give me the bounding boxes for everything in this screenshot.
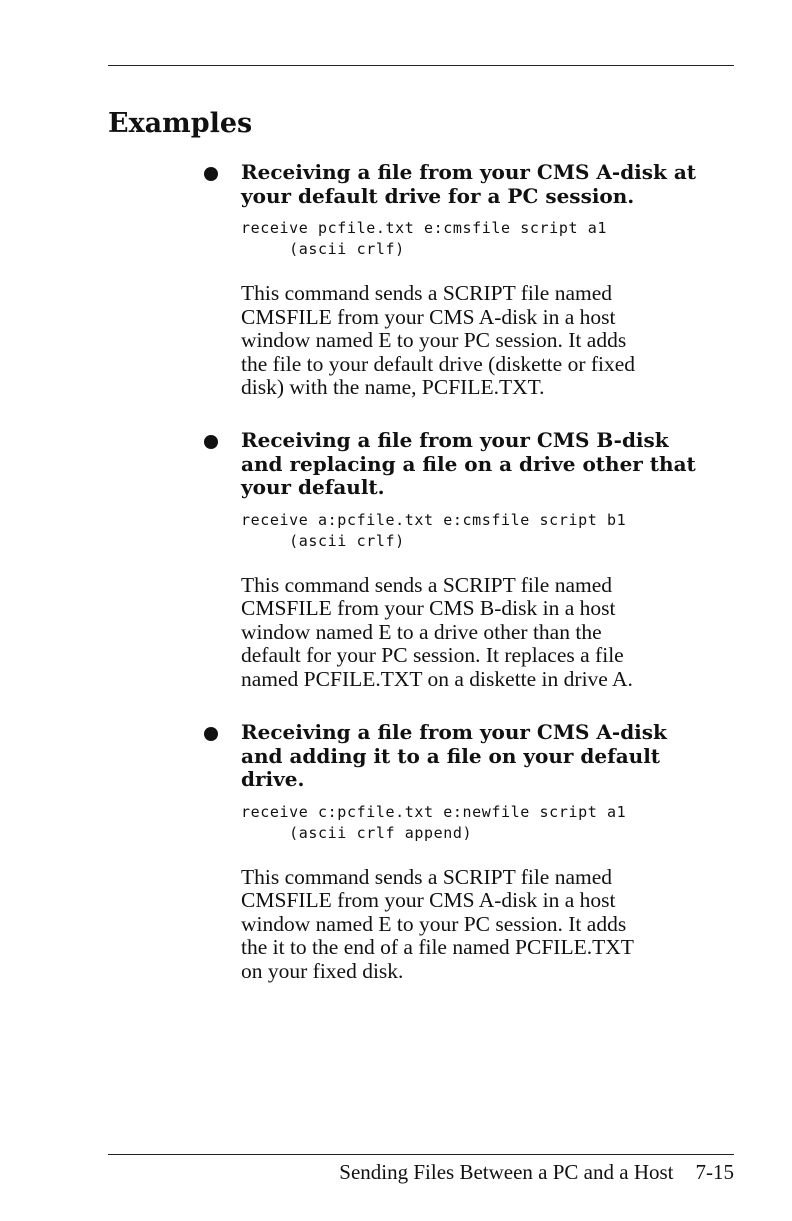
page-footer <box>339 1158 734 1186</box>
example-command: receive pcfile.txt e:cmsfile script a1 (ascii crlf) <box>241 219 607 258</box>
example-title: Receiving a file from your CMS A-disk at your default drive for a PC session. <box>241 160 697 208</box>
bullet-icon <box>204 435 218 449</box>
example-description: This command sends a SCRIPT file named CMSFILE from your CMS A-disk in a host window named E to your PC session. It adds the it to the end of a file named PCFILE.TXT on your fixed disk. <box>241 864 634 983</box>
example-description: This command sends a SCRIPT file named CMSFILE from your CMS B-disk in a host window named E to a drive other than the default for your PC session. It replaces a file named PCFILE.TXT on a diskette in drive A. <box>241 572 633 691</box>
footer-section-title: Sending Files Between a PC and a Host <box>339 1160 674 1184</box>
example-item <box>196 429 741 691</box>
footer-rule <box>108 1154 734 1155</box>
bullet-icon <box>204 727 218 741</box>
section-heading: Examples <box>108 108 253 139</box>
example-item <box>196 721 741 983</box>
example-command: receive c:pcfile.txt e:newfile script a1 (ascii crlf append) <box>241 802 627 842</box>
bullet-icon <box>204 167 218 181</box>
example-title: Receiving a file from your CMS B-disk and replacing a file on a drive other that your default. <box>241 428 696 499</box>
example-item <box>196 161 741 400</box>
example-title: Receiving a file from your CMS A-disk and adding it to a file on your default drive. <box>241 720 667 791</box>
example-command: receive a:pcfile.txt e:cmsfile script b1 (ascii crlf) <box>241 510 627 550</box>
header-rule <box>108 65 734 66</box>
page-number: 7-15 <box>695 1160 734 1184</box>
example-description: This command sends a SCRIPT file named CMSFILE from your CMS A-disk in a host window named E to your PC session. It adds the file to your default drive (diskette or fixed disk) with the name, PCFILE.TXT. <box>241 281 636 399</box>
